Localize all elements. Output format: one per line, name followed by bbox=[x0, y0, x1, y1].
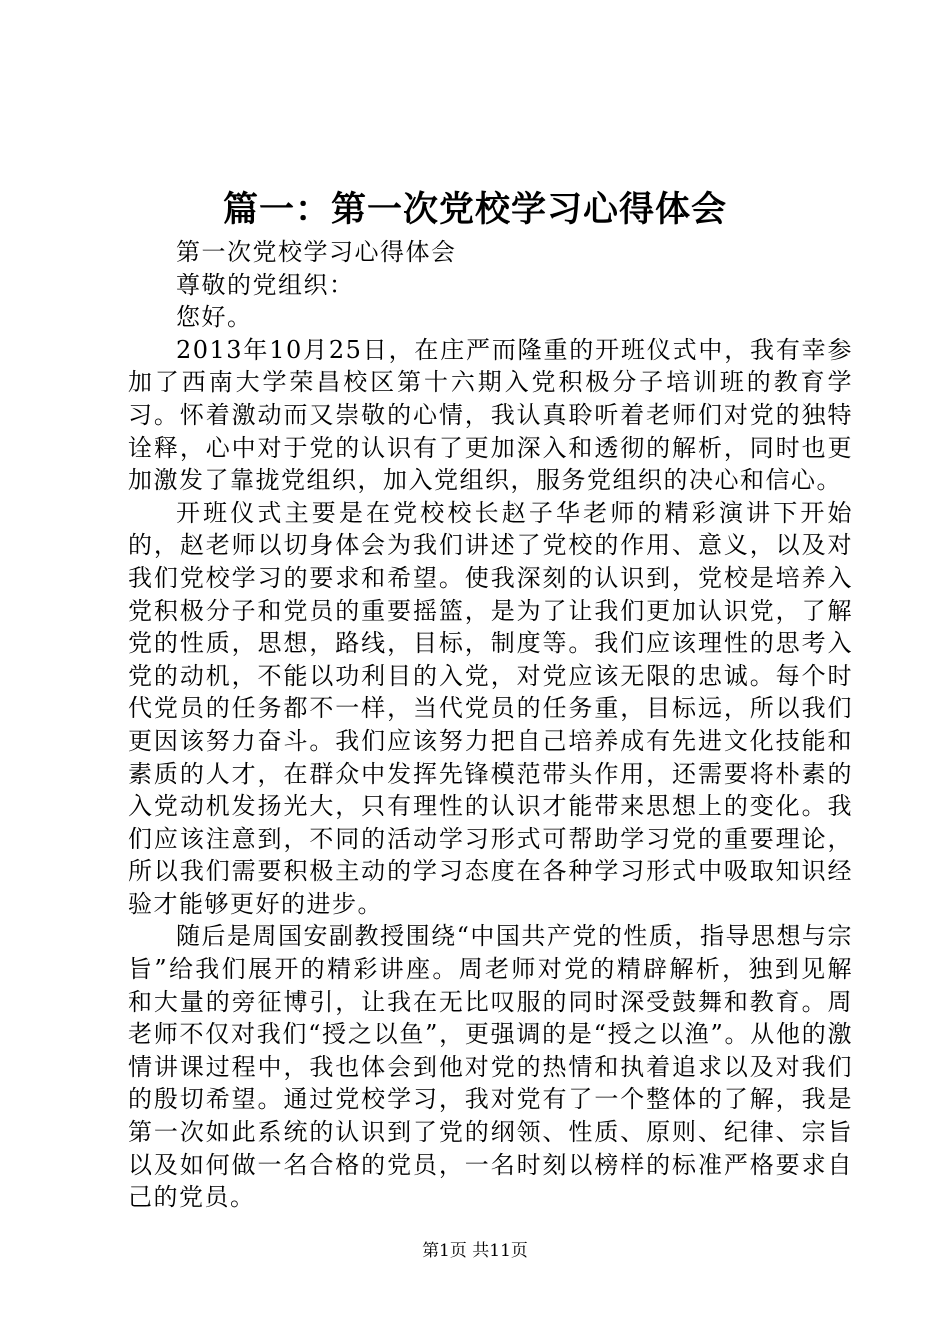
salutation-line: 尊敬的党组织： bbox=[176, 270, 355, 299]
paragraph-2: 开班仪式主要是在党校校长赵子华老师的精彩演讲下开始的，赵老师以切身体会为我们讲述了党校的作用、意义，以及对我们党校学习的要求和希望。使我深刻的认识到，党校是培养入党积极分子和党员的重要摇篮，是为了让我们更加认识党，了解党的性质，思想，路线，目标，制度等。我们应该理性的思考入党的动机，不能以功利目的入党，对党应该无限的忠诚。每个时代党员的任务都不一样，当代党员的任务重，目标远，所以我们更因该努力奋斗。我们应该努力把自己培养成有先进文化技能和素质的人才，在群众中发挥先锋模范带头作用，还需要将朴素的入党动机发扬光大，只有理性的认识才能带来思想上的变化。我们应该注意到，不同的活动学习形式可帮助学习党的重要理论，所以我们需要积极主动的学习态度在各种学习形式中吸取知识经验才能够更好的进步。 bbox=[128, 498, 853, 918]
document-body bbox=[128, 236, 853, 1214]
page-number-footer: 第1页 共11页 bbox=[422, 1241, 528, 1261]
paragraph-1: 2013年10月25日，在庄严而隆重的开班仪式中，我有幸参加了西南大学荣昌校区第十六期入党积极分子培训班的教育学习。怀着激动而又崇敬的心情，我认真聆听着老师们对党的独特诠释，心中对于党的认识有了更加深入和透彻的解析，同时也更加激发了靠拢党组织，加入党组织，服务党组织的决心和信心。 bbox=[128, 335, 853, 495]
document-title: 篇一：第一次党校学习心得体会 bbox=[222, 189, 727, 230]
paragraph-3: 随后是周国安副教授围绕“中国共产党的性质，指导思想与宗旨”给我们展开的精彩讲座。周老师对党的精辟解析，独到见解和大量的旁征博引，让我在无比叹服的同时深受鼓舞和教育。周老师不仅对我们“授之以鱼”，更强调的是“授之以渔”。从他的激情讲课过程中，我也体会到他对党的热情和执着追求以及对我们的殷切希望。通过党校学习，我对党有了一个整体的了解，我是第一次如此系统的认识到了党的纲领、性质、原则、纪律、宗旨以及如何做一名合格的党员，一名时刻以榜样的标准严格要求自己的党员。 bbox=[128, 922, 853, 1212]
subtitle-line: 第一次党校学习心得体会 bbox=[176, 238, 457, 266]
greeting-line: 您好。 bbox=[176, 303, 253, 332]
